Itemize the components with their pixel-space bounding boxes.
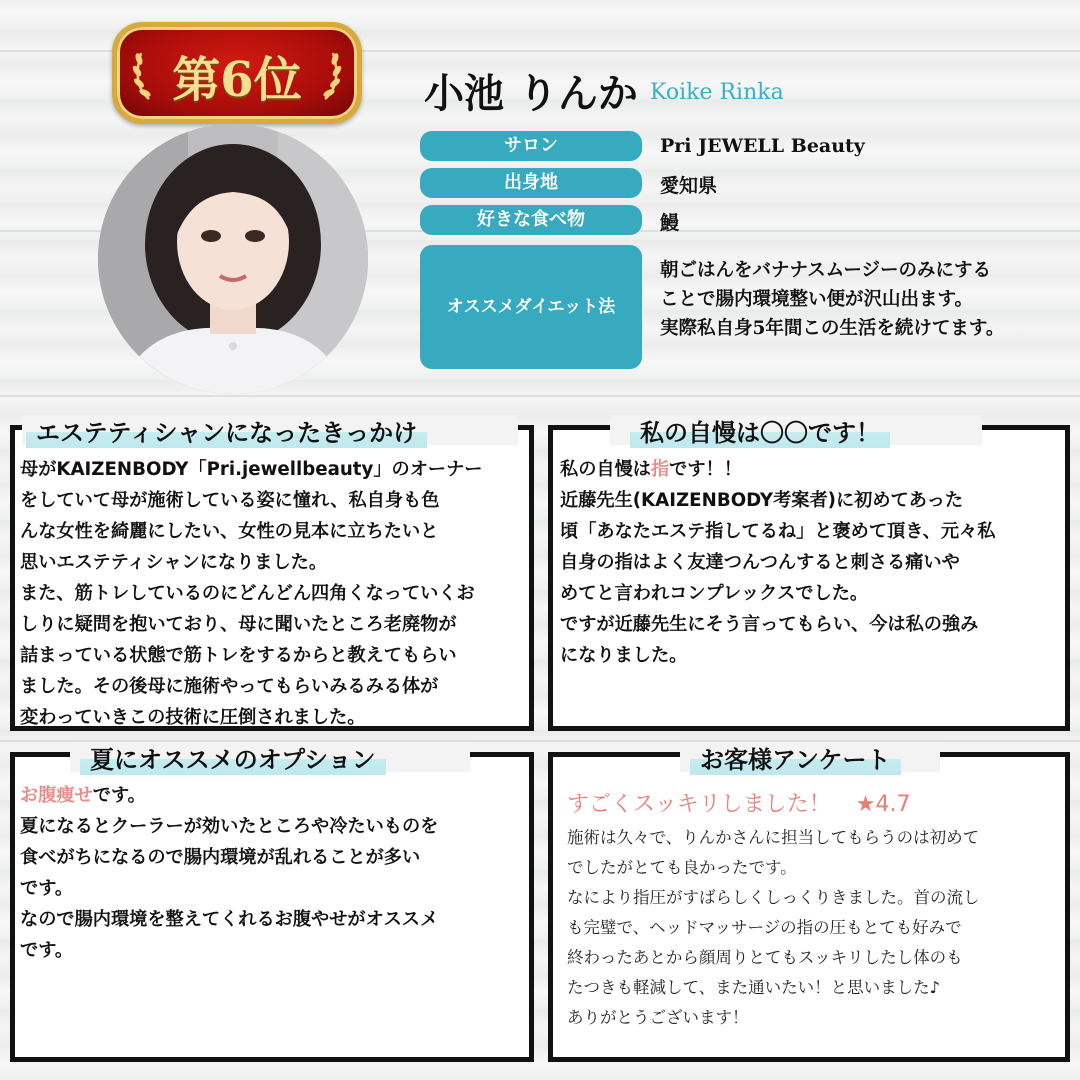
text-line: です。 [20, 878, 74, 899]
text-line: たつきも軽減して、また通いたい！と思いました♪ [567, 978, 941, 997]
portrait-illustration [98, 124, 368, 394]
diet-line: 実際私自身5年間この生活を続けてます。 [660, 318, 1005, 339]
text-line: なにより指圧がすばらしくしっくりきました。首の流し [567, 888, 980, 907]
text-line: になりました。 [560, 645, 688, 666]
text-line: 夏になるとクーラーが効いたところや冷たいものを [20, 816, 439, 837]
text-line: 終わったあとから顔周りとてもスッキリしたし体のも [567, 948, 963, 967]
text-line [560, 454, 1055, 485]
pride-text [560, 454, 1055, 671]
survey-headline [567, 787, 911, 818]
profile-name: 小池 りんか [424, 71, 638, 117]
text-line: 食べがちになるので腸内環境が乱れることが多い [20, 847, 421, 868]
diet-line: ことで腸内環境整い便が沢山出ます。 [660, 289, 974, 310]
text-span: 私の自慢は [560, 459, 651, 480]
text-span: です！！ [669, 459, 742, 480]
text-line: 母がKAIZENBODY「Pri.jewellbeauty」のオーナー [20, 459, 483, 480]
text-line: んな女性を綺麗にしたい、女性の見本に立ちたいと [20, 521, 439, 542]
text-line [20, 780, 520, 811]
survey-headline-text: すごくスッキリしました！ [567, 792, 831, 817]
star-icon: ★ [855, 792, 876, 817]
rating-value: 4.7 [875, 792, 911, 817]
text-line: も完璧で、ヘッドマッサージの指の圧もとても好みで [567, 918, 962, 937]
summer-title: 夏にオススメのオプション [80, 740, 386, 775]
survey-title: お客様アンケート [690, 740, 901, 775]
trigger-title: エステティシャンになったきっかけ [26, 413, 427, 448]
trigger-text [20, 454, 520, 733]
diet-line: 朝ごはんをバナナスムージーのみにする [660, 260, 991, 281]
text-line: をしていて母が施術している姿に憧れ、私自身も色 [20, 490, 440, 511]
highlight-word: お腹痩せ [20, 785, 93, 806]
laurel-icon [319, 45, 343, 101]
value-hometown: 愛知県 [660, 175, 718, 197]
text-line: ました。その後母に施術やってもらいみるみる体が [20, 676, 439, 697]
text-span: です。 [92, 785, 146, 806]
rating [856, 792, 911, 817]
text-line: でしたがとても良かったです。 [567, 858, 797, 877]
text-line: 詰まっている状態で筋トレをするからと教えてもらい [20, 645, 457, 666]
text-line: めてと言われコンプレックスでした。 [560, 583, 869, 604]
profile-photo [98, 124, 368, 394]
text-line: しりに疑問を抱いており、母に聞いたところ老廃物が [20, 614, 457, 635]
text-line: また、筋トレしているのにどんどん四角くなっていくお [20, 583, 475, 604]
text-line: 頃「あなたエステ指してるね」と褒めて頂き、元々私 [560, 521, 996, 542]
value-salon: Pri JEWELL Beauty [660, 135, 865, 157]
pride-title: 私の自慢は〇〇です！ [630, 413, 890, 448]
label-diet-method: オススメダイエット法 [420, 245, 642, 369]
rank-badge [112, 22, 362, 124]
text-line: 自身の指はよく友達つんつんすると刺さる痛いや [560, 552, 960, 573]
text-line: 近藤先生(KAIZENBODY考案者)に初めてあった [560, 490, 964, 511]
survey-text [567, 823, 1027, 1033]
text-line: なので腸内環境を整えてくれるお腹やせがオススメ [20, 909, 439, 930]
label-salon: サロン [420, 131, 642, 161]
summer-text [20, 780, 520, 966]
wood-grain [0, 395, 1080, 397]
value-diet-method [660, 256, 1004, 343]
highlight-word: 指 [650, 459, 670, 480]
label-favorite-food: 好きな食べ物 [420, 205, 642, 235]
text-line: ありがとうございます！ [567, 1008, 749, 1027]
profile-name-en: Koike Rinka [650, 80, 784, 105]
text-line: 変わっていきこの技術に圧倒されました。 [20, 707, 366, 728]
label-hometown: 出身地 [420, 168, 642, 198]
text-line: 施術は久々で、りんかさんに担当してもらうのは初めて [567, 828, 980, 847]
text-line: です。 [20, 940, 74, 961]
text-line: ですが近藤先生にそう言ってもらい、今は私の強み [560, 614, 979, 635]
text-line: 思いエステティシャンになりました。 [20, 552, 328, 573]
rank-label: 第6位 [172, 52, 302, 108]
value-favorite-food: 鰻 [660, 212, 680, 234]
